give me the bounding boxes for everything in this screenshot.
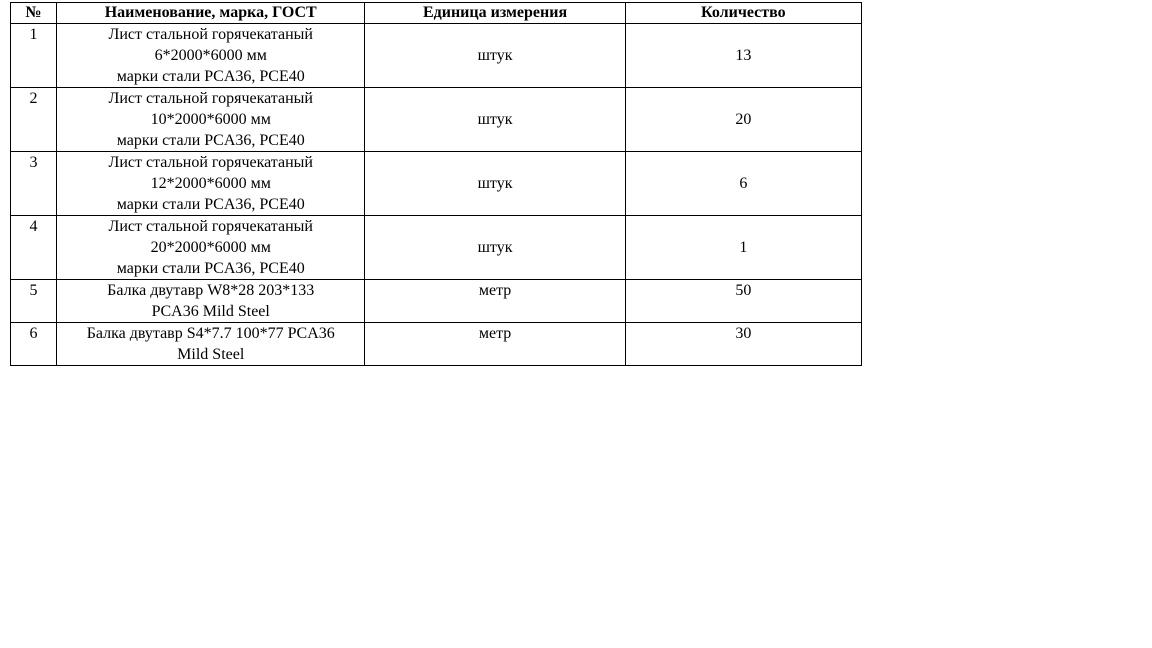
name-line: марки стали PCA36, PCE40 <box>116 196 305 213</box>
row-name <box>57 88 365 152</box>
name-line: Лист стальной горячекатаный <box>108 90 313 107</box>
row-number: 4 <box>11 216 57 280</box>
row-number: 6 <box>11 323 57 366</box>
table-row <box>11 88 862 152</box>
table-row <box>11 152 862 216</box>
row-unit: штук <box>365 216 625 280</box>
header-quantity: Количество <box>625 3 861 24</box>
row-name <box>57 280 365 323</box>
table-row <box>11 24 862 88</box>
row-unit: штук <box>365 88 625 152</box>
header-number: № <box>11 3 57 24</box>
row-unit: штук <box>365 24 625 88</box>
header-name: Наименование, марка, ГОСТ <box>57 3 365 24</box>
table-row <box>11 216 862 280</box>
row-number: 3 <box>11 152 57 216</box>
table-row <box>11 323 862 366</box>
row-number: 2 <box>11 88 57 152</box>
row-unit: штук <box>365 152 625 216</box>
row-quantity: 1 <box>625 216 861 280</box>
name-line: 10*2000*6000 мм <box>150 111 271 128</box>
row-name <box>57 24 365 88</box>
name-line: PCA36 Mild Steel <box>151 303 270 320</box>
row-name <box>57 323 365 366</box>
row-unit: метр <box>365 280 625 323</box>
name-line: марки стали PCA36, PCE40 <box>116 132 305 149</box>
row-quantity: 30 <box>625 323 861 366</box>
table-header-row <box>11 3 862 24</box>
row-quantity: 6 <box>625 152 861 216</box>
table-row <box>11 280 862 323</box>
row-quantity: 50 <box>625 280 861 323</box>
name-line: марки стали PCA36, PCE40 <box>116 68 305 85</box>
materials-table <box>10 2 862 366</box>
name-line: 12*2000*6000 мм <box>150 175 271 192</box>
name-line: Лист стальной горячекатаный <box>108 154 313 171</box>
name-line: 6*2000*6000 мм <box>154 47 267 64</box>
row-quantity: 13 <box>625 24 861 88</box>
name-line: марки стали PCA36, PCE40 <box>116 260 305 277</box>
name-line: Mild Steel <box>177 346 245 363</box>
row-name <box>57 216 365 280</box>
row-number: 1 <box>11 24 57 88</box>
name-line: Балка двутавр W8*28 203*133 <box>107 282 315 299</box>
row-quantity: 20 <box>625 88 861 152</box>
header-unit: Единица измерения <box>365 3 625 24</box>
name-line: 20*2000*6000 мм <box>150 239 271 256</box>
row-unit: метр <box>365 323 625 366</box>
name-line: Лист стальной горячекатаный <box>108 218 313 235</box>
row-number: 5 <box>11 280 57 323</box>
name-line: Лист стальной горячекатаный <box>108 26 313 43</box>
name-line: Балка двутавр S4*7.7 100*77 PCA36 <box>86 325 335 342</box>
row-name <box>57 152 365 216</box>
